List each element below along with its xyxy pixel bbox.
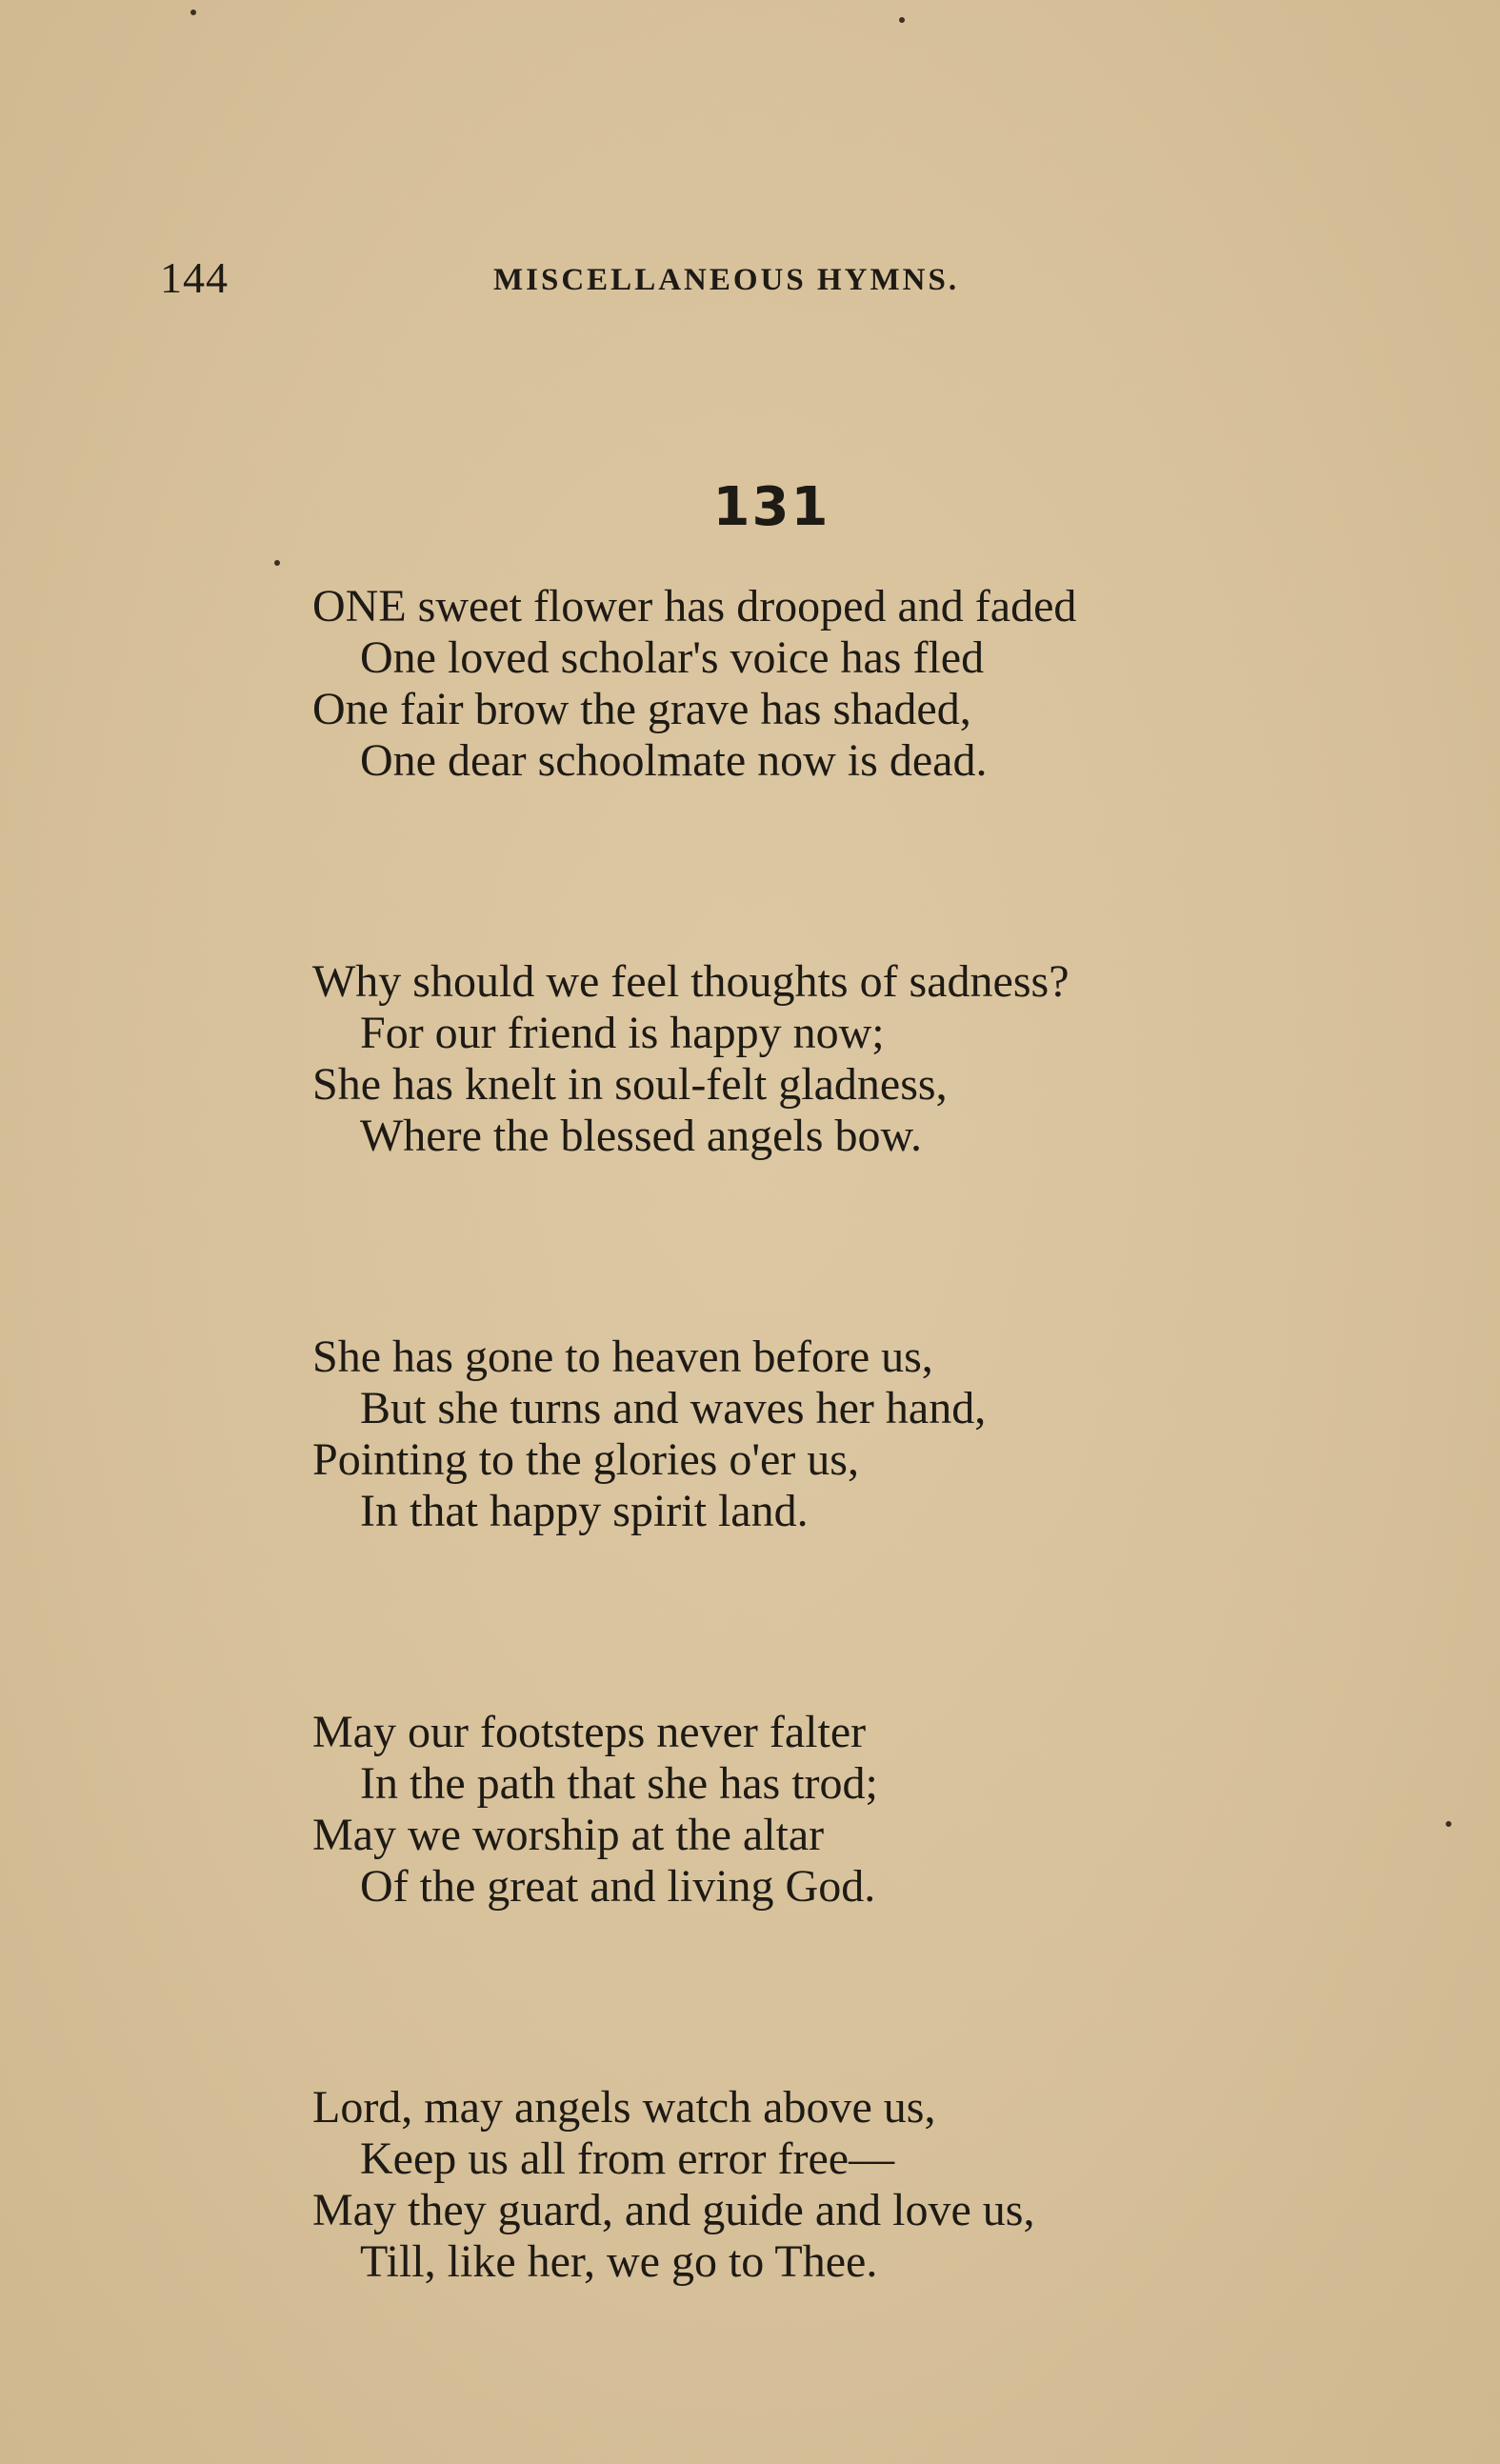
stanza-5 bbox=[312, 2082, 1360, 2288]
hymn-number: 131 bbox=[712, 476, 830, 538]
verse-line: Pointing to the glories o'er us, bbox=[312, 1434, 859, 1485]
verse-line: She has knelt in soul-felt gladness, bbox=[312, 1059, 948, 1110]
verse-line: One dear schoolmate now is dead. bbox=[360, 735, 988, 786]
verse-line: Lord, may angels watch above us, bbox=[312, 2082, 936, 2133]
verse-line: In that happy spirit land. bbox=[360, 1486, 809, 1536]
running-title: MISCELLANEOUS HYMNS. bbox=[493, 263, 960, 297]
page-number: 144 bbox=[160, 253, 229, 302]
paper-speck bbox=[1446, 1821, 1451, 1827]
verse-line: Of the great and living God. bbox=[360, 1861, 876, 1912]
verse-line: May our footsteps never falter bbox=[312, 1707, 867, 1757]
verse-line: Keep us all from error free— bbox=[360, 2133, 895, 2184]
stanza-1 bbox=[312, 581, 1360, 787]
paper-speck bbox=[899, 17, 905, 23]
verse-line: One fair brow the grave has shaded, bbox=[312, 684, 971, 734]
verse-line: Why should we feel thoughts of sadness? bbox=[312, 956, 1070, 1007]
verse-line: May they guard, and guide and love us, bbox=[312, 2185, 1035, 2235]
running-head bbox=[0, 250, 1500, 307]
paper-speck bbox=[274, 560, 280, 566]
verse-line: May we worship at the altar bbox=[312, 1810, 825, 1860]
stanza-3 bbox=[312, 1332, 1360, 1537]
stanza-2 bbox=[312, 956, 1360, 1162]
verse-line: ONE sweet flower has drooped and faded bbox=[312, 581, 1077, 631]
verse-line: In the path that she has trod; bbox=[360, 1758, 878, 1809]
verse-line: Where the blessed angels bow. bbox=[360, 1111, 923, 1161]
verse-line: Till, like her, we go to Thee. bbox=[360, 2236, 878, 2287]
hymn-text bbox=[312, 581, 1360, 2288]
stanza-4 bbox=[312, 1707, 1360, 1913]
verse-line: She has gone to heaven before us, bbox=[312, 1332, 933, 1382]
verse-line: But she turns and waves her hand, bbox=[360, 1383, 987, 1433]
verse-line: One loved scholar's voice has fled bbox=[360, 632, 985, 683]
verse-line: For our friend is happy now; bbox=[360, 1008, 885, 1058]
paper-speck bbox=[190, 10, 196, 15]
